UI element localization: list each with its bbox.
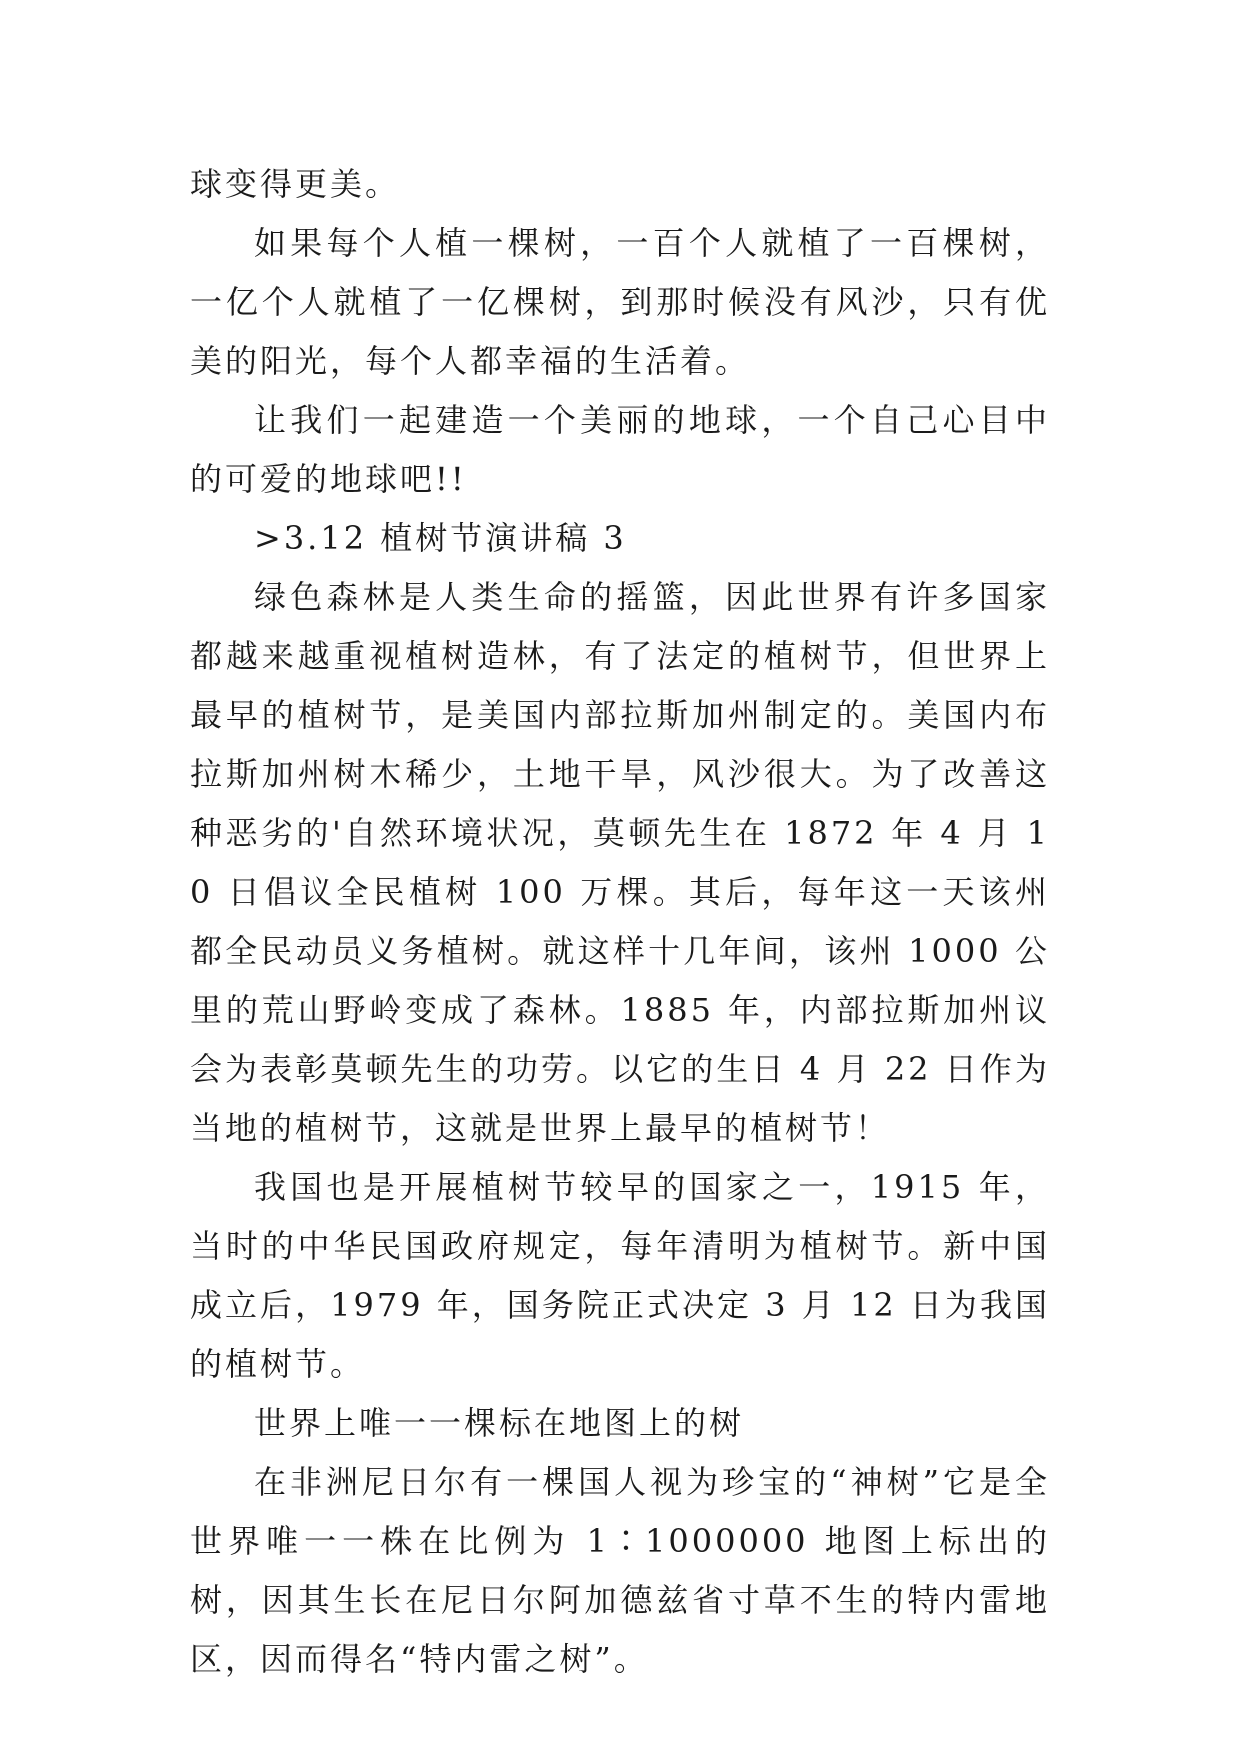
paragraph-tenere-tree: 在非洲尼日尔有一棵国人视为珍宝的“神树”它是全世界唯一一株在比例为 1∶1000000 地图上标出的树，因其生长在尼日尔阿加德兹省寸草不生的特内雷地区，因而得名“特内雷之树”。 — [190, 1463, 1050, 1678]
paragraph-planting-trees: 如果每个人植一棵树，一百个人就植了一百棵树，一亿个人就植了一亿棵树，到那时候没有风沙，只有优美的阳光，每个人都幸福的生活着。 — [190, 224, 1050, 380]
paragraph-build-earth: 让我们一起建造一个美丽的地球，一个自己心目中的可爱的地球吧!! — [190, 401, 1050, 498]
document-body — [190, 155, 1050, 1689]
paragraph-china-arbor-day: 我国也是开展植树节较早的国家之一，1915 年，当时的中华民国政府规定，每年清明为植树节。新中国成立后，1979 年，国务院正式决定 3 月 12 日为我国的植树节。 — [190, 1168, 1050, 1383]
paragraph-continuation: 球变得更美。 — [190, 165, 401, 203]
section-heading-speech-3: >3.12 植树节演讲稿 3 — [254, 519, 627, 557]
subheading-tree-on-map: 世界上唯一一棵标在地图上的树 — [254, 1404, 745, 1442]
paragraph-nebraska-history: 绿色森林是人类生命的摇篮，因此世界有许多国家都越来越重视植树造林，有了法定的植树节，但世界上最早的植树节，是美国内部拉斯加州制定的。美国内布拉斯加州树木稀少，土地干旱，风沙很大。为了改善这种恶劣的'自然环境状况，莫顿先生在 1872 年 4 月 10 日倡议全民植树 100 万棵。其后，每年这一天该州都全民动员义务植树。就这样十几年间，该州 1000 公里的荒山野岭变成了森林。1885 年，内部拉斯加州议会为表彰莫顿先生的功劳。以它的生日 4 月 22 日作为当地的植树节，这就是世界上最早的植树节！ — [190, 578, 1050, 1147]
